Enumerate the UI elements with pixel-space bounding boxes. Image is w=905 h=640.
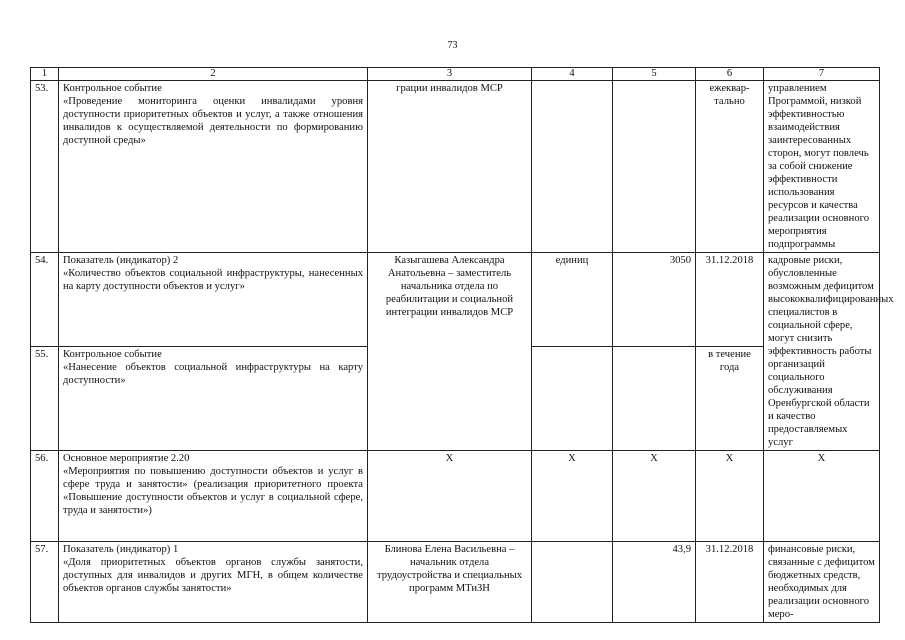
unit-cell: X <box>532 451 613 542</box>
table-row <box>31 253 880 347</box>
row-text: «Количество объектов социальной инфраструктуры, нанесенных на карту доступности объектов и услуг» <box>63 268 363 292</box>
value-cell <box>613 346 696 450</box>
page-number: 73 <box>447 40 458 51</box>
row-number: 57. <box>31 542 59 623</box>
responsible-cell: Блинова Елена Васильевна – начальник отдела трудоустройства и специальных программ МТиЗН <box>368 542 532 623</box>
header-row <box>31 68 880 81</box>
row-description <box>59 451 368 542</box>
header-cell: 6 <box>696 68 764 81</box>
deadline-cell: 31.12.2018 <box>696 253 764 347</box>
value-cell: 3050 <box>613 253 696 347</box>
risk-cell: финансовые риски, связанные с дефицитом бюджетных средств, необходимых для реализации основного меро- <box>764 542 880 623</box>
header-cell: 5 <box>613 68 696 81</box>
responsible-cell: X <box>368 451 532 542</box>
row-description <box>59 542 368 623</box>
row-number: 55. <box>31 346 59 450</box>
row-text: «Доля приоритетных объектов органов службы занятости, доступных для инвалидов и других МГН, в общем количестве объектов органов службы занятости» <box>63 557 363 594</box>
risk-cell: кадровые риски, обусловленные возможным дефицитом высококвалифицированных специалистов в социальной сфере, могут снизить эффективность работы организаций социального обслуживания Оренбургской области и качество предоставляемых услуг <box>764 253 880 451</box>
row-text: «Мероприятия по повышению доступности объектов и услуг в сфере труда и занятости» (реализация приоритетного проекта «Повышение доступности объектов и услуг в социальной сфере, труда и занятости») <box>63 466 363 516</box>
header-cell: 3 <box>368 68 532 81</box>
row-description <box>59 346 368 450</box>
value-cell: 43,9 <box>613 542 696 623</box>
header-cell: 2 <box>59 68 368 81</box>
row-number: 56. <box>31 451 59 542</box>
risk-cell: управлением Программой, низкой эффективностью взаимодействия заинтересованных сторон, могут повлечь за собой снижение эффективности использования ресурсов и качества реализации основного мероприятия подпрограммы <box>764 81 880 253</box>
deadline-cell: ежеквар-тально <box>696 81 764 253</box>
header-cell: 7 <box>764 68 880 81</box>
unit-cell: единиц <box>532 253 613 347</box>
header-cell: 4 <box>532 68 613 81</box>
responsible-cell: Казыгашева Александра Анатольевна – заместитель начальника отдела по реабилитации и социальной интеграции инвалидов МСР <box>368 253 532 451</box>
value-cell: X <box>613 451 696 542</box>
row-title: Показатель (индикатор) 1 <box>63 544 179 555</box>
deadline-cell: в течение года <box>696 346 764 450</box>
deadline-cell: 31.12.2018 <box>696 542 764 623</box>
responsible-cell: грации инвалидов МСР <box>368 81 532 253</box>
row-description <box>59 253 368 347</box>
row-text: «Нанесение объектов социальной инфраструктуры на карту доступности» <box>63 361 363 386</box>
row-title: Показатель (индикатор) 2 <box>63 255 179 266</box>
header-cell: 1 <box>31 68 59 81</box>
deadline-cell: X <box>696 451 764 542</box>
value-cell <box>613 81 696 253</box>
unit-cell <box>532 81 613 253</box>
table-row <box>31 81 880 253</box>
row-description <box>59 81 368 253</box>
table-row <box>31 451 880 542</box>
table-row <box>31 542 880 623</box>
risk-cell: X <box>764 451 880 542</box>
row-text: «Проведение мониторинга оценки инвалидами уровня доступности приоритетных объектов и услуг, а также отношения инвалидов к осуществляемой деятельности по формированию доступной среды» <box>63 96 363 146</box>
unit-cell <box>532 542 613 623</box>
unit-cell <box>532 346 613 450</box>
row-title: Контрольное событие <box>63 83 162 94</box>
row-number: 53. <box>31 81 59 253</box>
document-table <box>30 67 894 623</box>
row-title: Контрольное событие <box>63 348 162 360</box>
row-title: Основное мероприятие 2.20 <box>63 453 190 464</box>
row-number: 54. <box>31 253 59 347</box>
